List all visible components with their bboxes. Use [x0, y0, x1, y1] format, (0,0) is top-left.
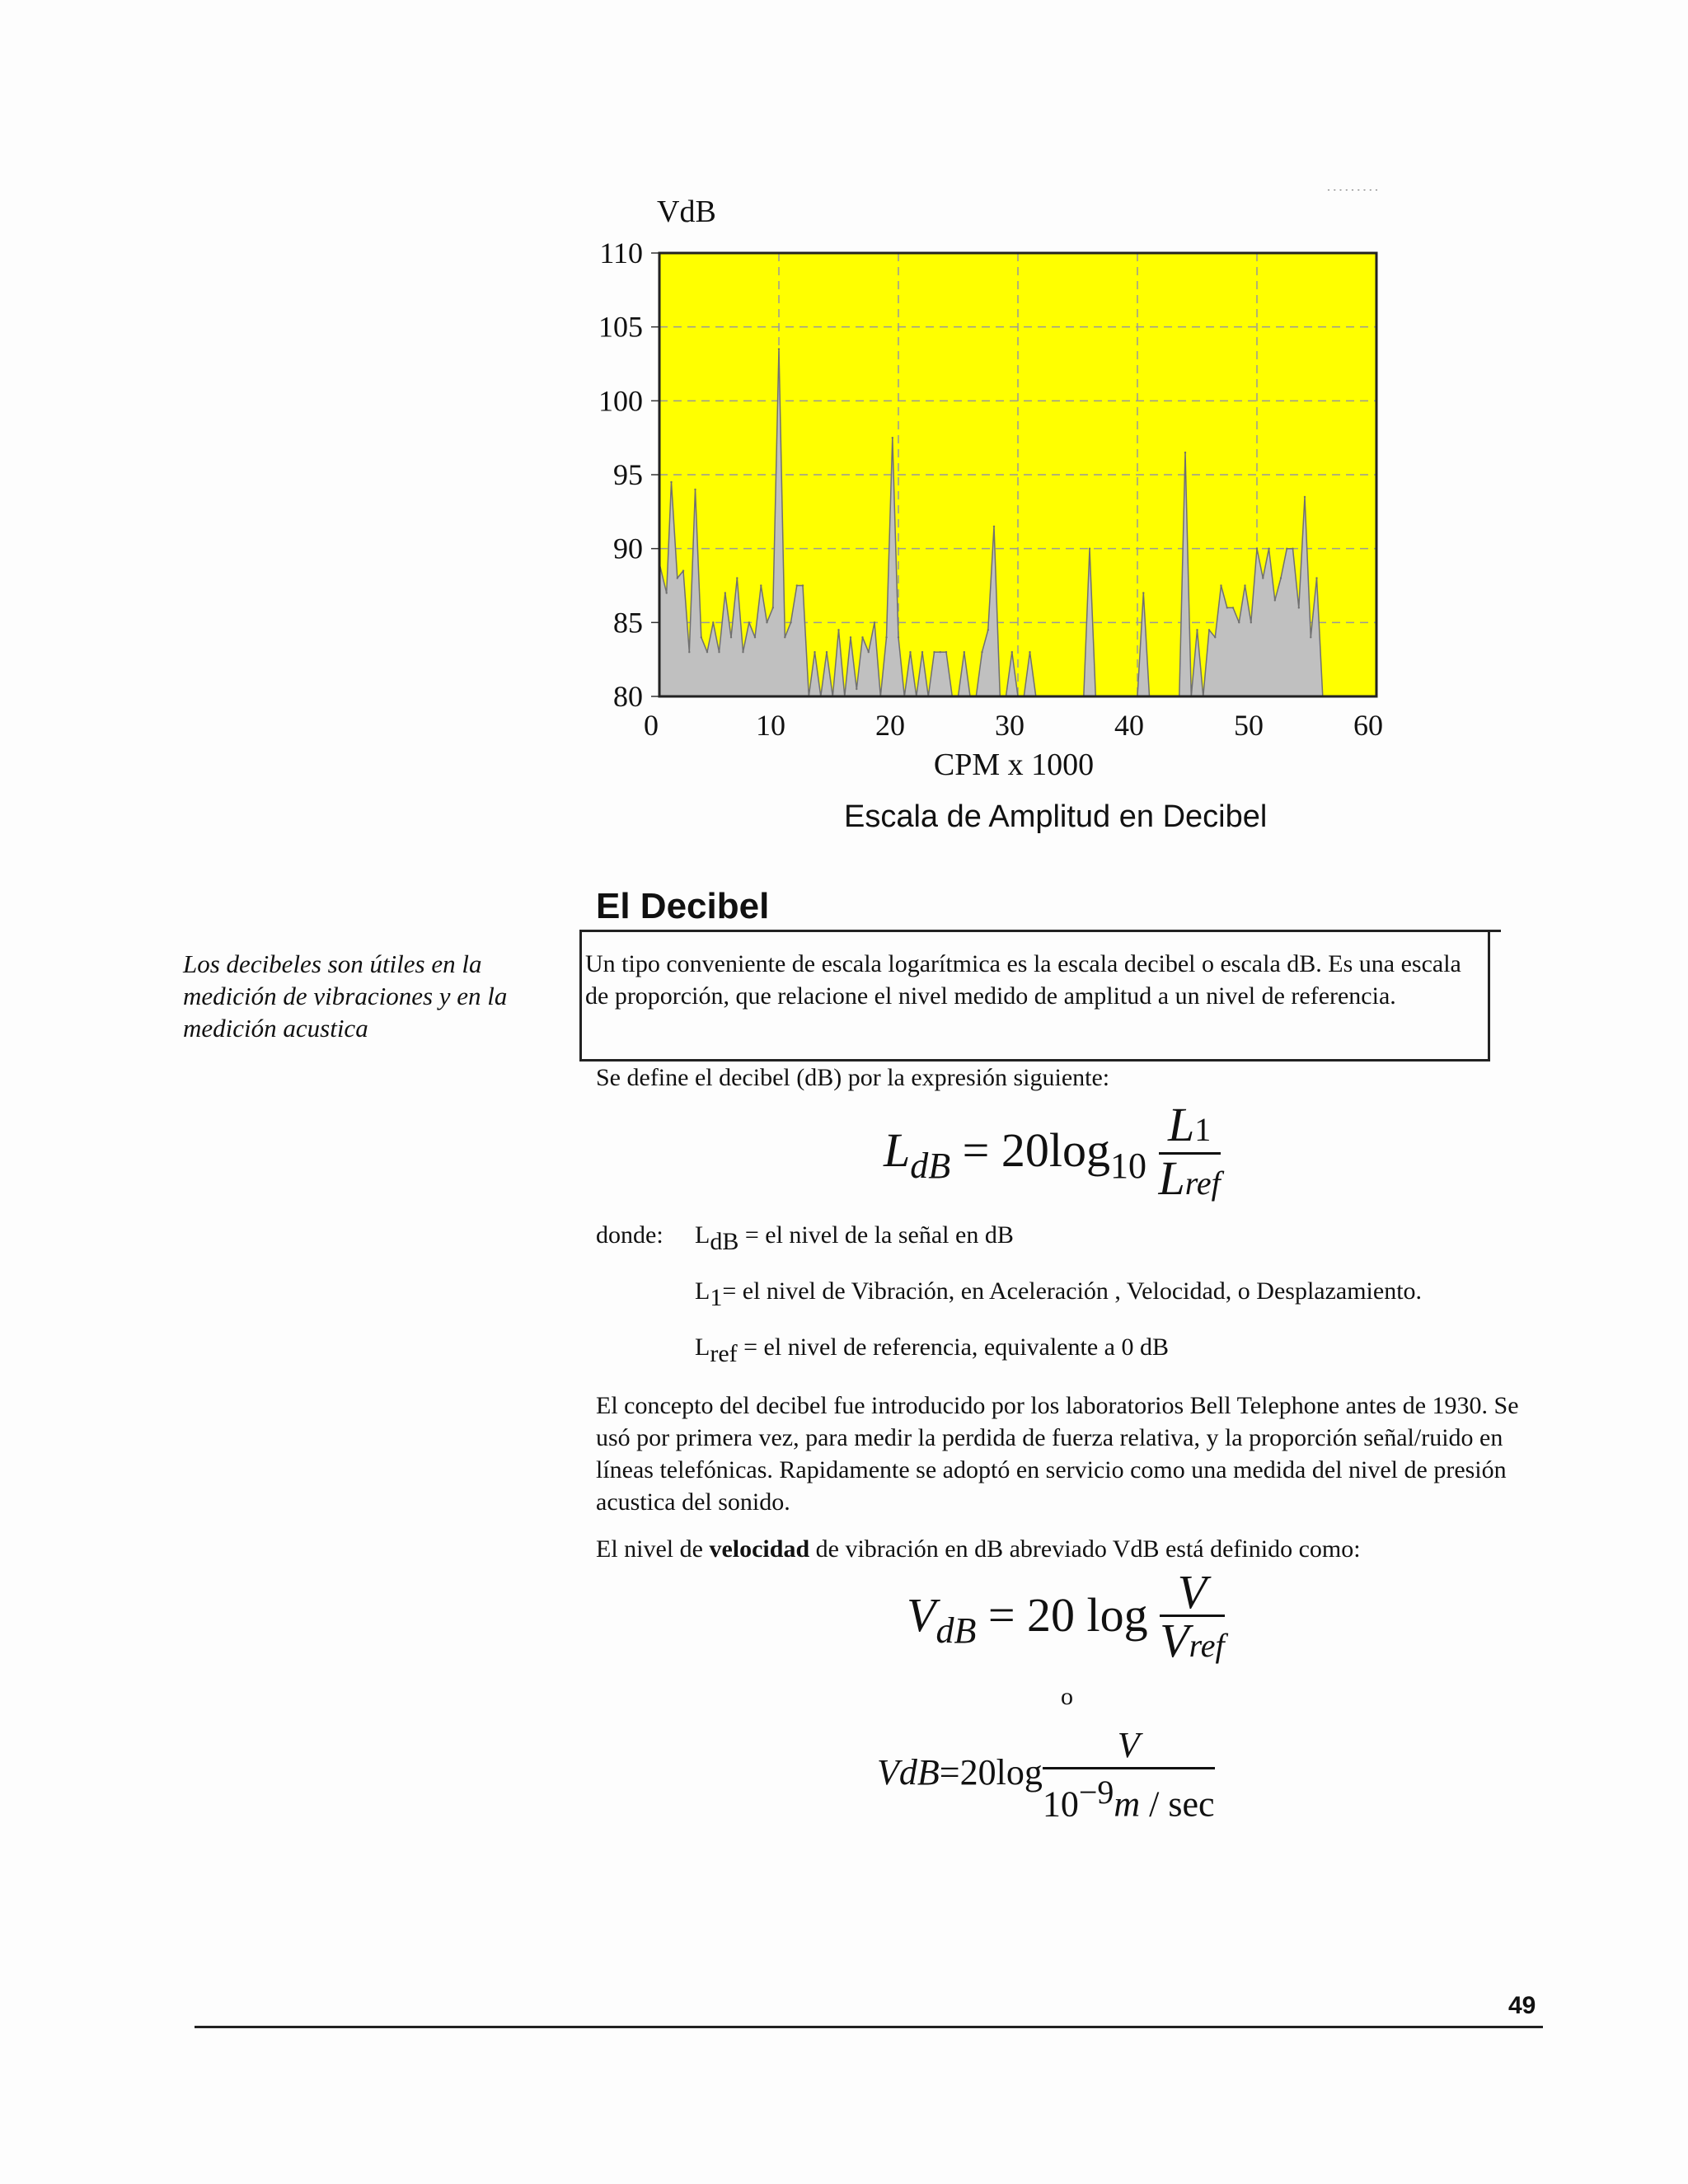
data-point [1232, 607, 1234, 608]
data-point [1250, 621, 1252, 623]
x-tick-label: 60 [1353, 709, 1383, 742]
data-point [784, 636, 785, 638]
boxed-paragraph [579, 930, 1490, 1062]
data-point [1280, 577, 1282, 579]
y-tick-label: 110 [599, 237, 643, 269]
equation-ldb [884, 1098, 1221, 1207]
data-point [1011, 651, 1013, 653]
data-point [718, 651, 720, 653]
data-point [736, 577, 738, 579]
data-point [772, 607, 774, 608]
data-point [868, 651, 870, 653]
chart-ylabel: VdB [657, 194, 716, 229]
eq3-denominator: $10^{-9}m$ / sec [1042, 1774, 1215, 1825]
data-point [796, 584, 798, 586]
data-point [885, 636, 887, 638]
data-point [677, 577, 678, 579]
equation-vdb [907, 1565, 1225, 1670]
eq3-fraction [1043, 1724, 1215, 1828]
definition-lref: Lref = el nivel de referencia, equivalente a 0 dB [695, 1333, 1169, 1367]
x-tick-label: 0 [644, 709, 659, 742]
data-point [1220, 584, 1221, 586]
footer-rule [195, 2026, 1543, 2028]
data-point [964, 651, 965, 653]
data-point [706, 651, 708, 653]
data-point [790, 621, 791, 623]
data-point [688, 651, 690, 653]
eq2-denominator: Vref [1160, 1614, 1225, 1667]
eq3-fn: log [996, 1751, 1043, 1793]
data-point [921, 651, 923, 653]
eq1-fn: log [1048, 1122, 1110, 1177]
eq3-numerator: V [1043, 1724, 1215, 1769]
eq2-lhs: V [907, 1587, 936, 1642]
y-tick-label: 80 [613, 680, 643, 713]
data-point [898, 636, 899, 638]
data-point [933, 651, 935, 653]
eq3-equals: = [939, 1751, 960, 1793]
or-text: o [1061, 1683, 1073, 1710]
data-point [874, 621, 875, 623]
data-point [1274, 599, 1276, 601]
data-point [837, 629, 839, 630]
data-point [760, 584, 762, 586]
data-point [802, 584, 804, 586]
eq1-numerator: L1 [1159, 1103, 1221, 1155]
x-tick-label: 40 [1114, 709, 1144, 742]
eq3-coef: 20 [959, 1751, 996, 1793]
data-point [778, 348, 780, 349]
eq1-fn-sub: 10 [1110, 1145, 1146, 1186]
x-tick-label: 30 [995, 709, 1025, 742]
eq2-coef: 20 [1027, 1587, 1076, 1642]
data-point [945, 651, 947, 653]
data-point [694, 489, 696, 490]
data-point [1256, 548, 1258, 550]
data-point [1310, 636, 1311, 638]
y-tick-label: 100 [598, 384, 643, 418]
eq2-fn: log [1086, 1587, 1148, 1642]
data-point [1304, 496, 1306, 498]
history-paragraph-text: El concepto del decibel fue introducido por los laboratorios Bell Telephone antes de 1930. Se usó por primera vez, para medir la perdida de fuerza relativa, y la proporción señal/ruido en líneas telefónicas. Rapidamente se adoptó en servicio como una medida del nivel de presión acustica del sonido. [596, 1392, 1519, 1516]
definition-ldb: LdB = el nivel de la señal en dB [695, 1221, 1014, 1255]
data-point [670, 481, 672, 483]
data-point [1238, 621, 1240, 623]
data-point [856, 688, 857, 690]
data-point [1208, 629, 1210, 630]
definitions-lead: donde: [596, 1221, 663, 1249]
intro-line-text: Se define el decibel (dB) por la expresión siguiente: [596, 1064, 1110, 1091]
data-point [1196, 629, 1198, 630]
eq2-equals: = [987, 1587, 1015, 1642]
data-point [742, 651, 743, 653]
data-point [1268, 548, 1269, 550]
y-tick-label: 85 [613, 606, 643, 640]
data-point [730, 636, 732, 638]
data-point [940, 651, 941, 653]
vdb-spectrum-chart [577, 190, 1401, 832]
section-title: El Decibel [596, 886, 770, 926]
data-point [682, 569, 684, 571]
data-point [1292, 548, 1293, 550]
x-tick-label: 10 [756, 709, 785, 742]
data-point [987, 629, 989, 630]
data-point [1244, 584, 1245, 586]
data-point [666, 592, 668, 593]
data-point [993, 526, 995, 527]
data-point [909, 651, 911, 653]
eq1-coef: 20 [1001, 1122, 1049, 1177]
data-point [724, 592, 726, 593]
y-tick-label: 90 [613, 532, 643, 565]
data-point [1142, 592, 1144, 593]
definition-l1: L1= el nivel de Vibración, en Aceleración , Velocidad, o Desplazamiento. [695, 1277, 1423, 1311]
eq2-numerator: V [1160, 1570, 1224, 1617]
data-point [712, 621, 714, 623]
data-point [1315, 577, 1317, 579]
data-point [1184, 452, 1186, 453]
data-point [892, 437, 893, 438]
eq1-equals: = [962, 1122, 990, 1177]
x-tick-label: 50 [1234, 709, 1264, 742]
side-note: Los decibeles son útiles en la medición de vibraciones y en la medición acustica [183, 949, 508, 1043]
data-point [701, 636, 702, 638]
page-number: 49 [1508, 1992, 1536, 2019]
equation-vdb-absolute [877, 1724, 1215, 1828]
data-point [1286, 548, 1287, 550]
data-point [754, 636, 756, 638]
intro-line [596, 1062, 1109, 1094]
data-point [1089, 548, 1090, 550]
data-point [981, 651, 982, 653]
data-point [766, 621, 767, 623]
chart-xlabel: CPM x 1000 [933, 748, 1095, 782]
eq2-fraction [1160, 1565, 1225, 1670]
data-point [1226, 607, 1228, 608]
boxed-paragraph-text: Un tipo conveniente de escala logarítmica es la escala decibel o escala dB. Es una escala de proporción, que relacione el nivel medido de amplitud a un nivel de referencia. [585, 950, 1461, 1010]
data-point [1298, 607, 1300, 608]
history-paragraph [596, 1390, 1527, 1518]
eq1-lhs-sub: dB [910, 1145, 951, 1186]
x-tick-label: 20 [875, 709, 905, 742]
velocity-line: El nivel de velocidad de vibración en dB abreviado VdB está definido como: [596, 1535, 1361, 1563]
eq1-fraction [1158, 1098, 1221, 1207]
y-tick-label: 105 [598, 310, 643, 344]
velocity-bold: velocidad [709, 1535, 810, 1563]
data-point [850, 636, 851, 638]
data-point [748, 621, 750, 623]
data-point [1262, 577, 1264, 579]
data-point [826, 651, 828, 653]
eq3-lhs: VdB [877, 1751, 940, 1793]
eq1-lhs: L [884, 1122, 911, 1177]
eq2-lhs-sub: dB [935, 1610, 977, 1651]
data-point [861, 636, 863, 638]
eq1-denominator: Lref [1158, 1151, 1221, 1205]
data-point [1214, 636, 1216, 638]
y-tick-label: 95 [613, 458, 643, 491]
data-point [1029, 651, 1030, 653]
data-point [814, 651, 815, 653]
chart-caption: Escala de Amplitud en Decibel [844, 799, 1268, 834]
